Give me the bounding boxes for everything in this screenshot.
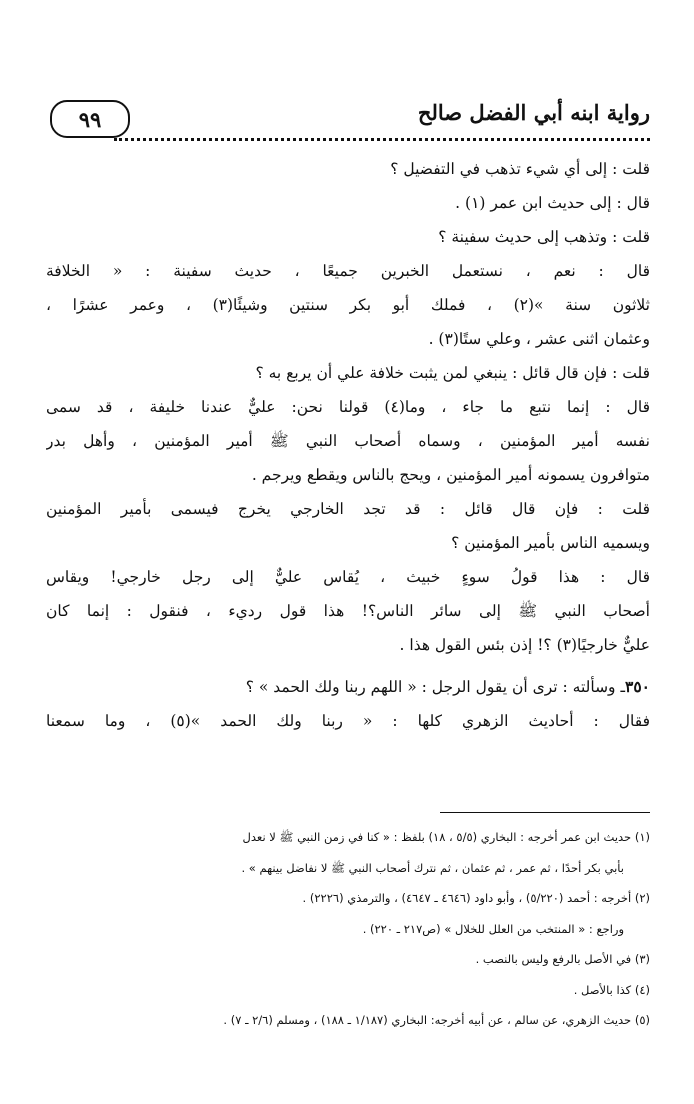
footnote-line: (٥) حديث الزهري، عن سالم ، عن أبيه أخرجه: البخاري (١/١٨٧ ـ ١٨٨) ، ومسلم (٢/٦ ـ ٧) . [223, 1013, 650, 1027]
text-line: ويسميه الناس بأمير المؤمنين ؟ [451, 534, 650, 552]
text-line: ثلاثون سنة »(٢) ، فملك أبو بكر سنتين وشيئًا(٣) ، وعمر عشرًا ، [46, 296, 650, 314]
text-line: قلت : وتذهب إلى حديث سفينة ؟ [438, 228, 650, 246]
text-line: قال : نعم ، نستعمل الخبرين جميعًا ، حديث سفينة : « الخلافة [46, 262, 650, 280]
footnote-line: (١) حديث ابن عمر أخرجه : البخاري (٥/٥ ، ١٨) بلفظ : « كنا في زمن النبي ﷺ لا نعدل [242, 830, 650, 844]
text-line: فقال : أحاديث الزهري كلها : « ربنا ولك الحمد »(٥) ، وما سمعنا [46, 712, 650, 730]
text-line: قلت : فإن قال قائل : ينبغي لمن يثبت خلافة علي أن يربع به ؟ [255, 364, 650, 382]
text-line: وعثمان اثنى عشر ، وعلي ستًا(٣) . [428, 330, 650, 348]
footnote-line: (٣) في الأصل بالرفع وليس بالنصب . [475, 952, 650, 966]
page-header [44, 100, 650, 140]
page-number: ٩٩ [50, 100, 130, 138]
footnote-rule [440, 812, 650, 813]
main-text [46, 152, 650, 738]
text-line: نفسه أمير المؤمنين ، وسماه أصحاب النبي ﷺ أمير المؤمنين ، وأهل بدر [46, 432, 650, 450]
text-line: قال : هذا قولُ سوءٍ خبيث ، يُقاس عليٌّ إلى رجل خارجي! ويقاس [46, 568, 650, 586]
text-line: قال : إنما نتبع ما جاء ، وما(٤) قولنا نحن: عليٌّ عندنا خليفة ، قد سمى [46, 398, 650, 416]
footnotes [46, 822, 650, 1036]
text-line: متوافرون يسمونه أمير المؤمنين ، ويحج بالناس ويقطع ويرجم . [251, 466, 650, 484]
text-line: قلت : فإن قال قائل : قد تجد الخارجي يخرج فيسمى بأمير المؤمنين [46, 500, 650, 518]
text-line: عليٌّ خارجيًا(٣) ؟! إذن بئس القول هذا . [399, 636, 650, 654]
footnote-line: (٤) كذا بالأصل . [573, 982, 650, 997]
header-rule [114, 138, 650, 141]
text-line: قال : إلى حديث ابن عمر (١) . [455, 194, 650, 212]
running-title: رواية ابنه أبي الفضل صالح [417, 100, 650, 125]
footnote-line: (٢) أخرجه : أحمد (٥/٢٢٠) ، وأبو داود (٤٦٤٦ ـ ٤٦٤٧) ، والترمذي (٢٢٢٦) . [302, 891, 650, 905]
text-line: قلت : إلى أي شيء تذهب في التفضيل ؟ [390, 160, 650, 178]
section-text: ـ وسألته : ترى أن يقول الرجل : « اللهم ربنا ولك الحمد » ؟ [245, 678, 626, 696]
footnote-line: بأبي بكر أحدًا ، ثم عمر ، ثم عثمان ، ثم نترك أصحاب النبي ﷺ لا نفاضل بينهم » . [241, 860, 624, 875]
section-number: ٣٥٠ [625, 677, 650, 696]
footnote-line: وراجع : « المنتخب من العلل للخلال » (ص٢١٧ ـ ٢٢٠) . [362, 921, 624, 936]
text-line: أصحاب النبي ﷺ إلى سائر الناس؟! هذا قول رديء ، فنقول : إنما كان [46, 602, 650, 620]
section-350-line [46, 670, 650, 704]
